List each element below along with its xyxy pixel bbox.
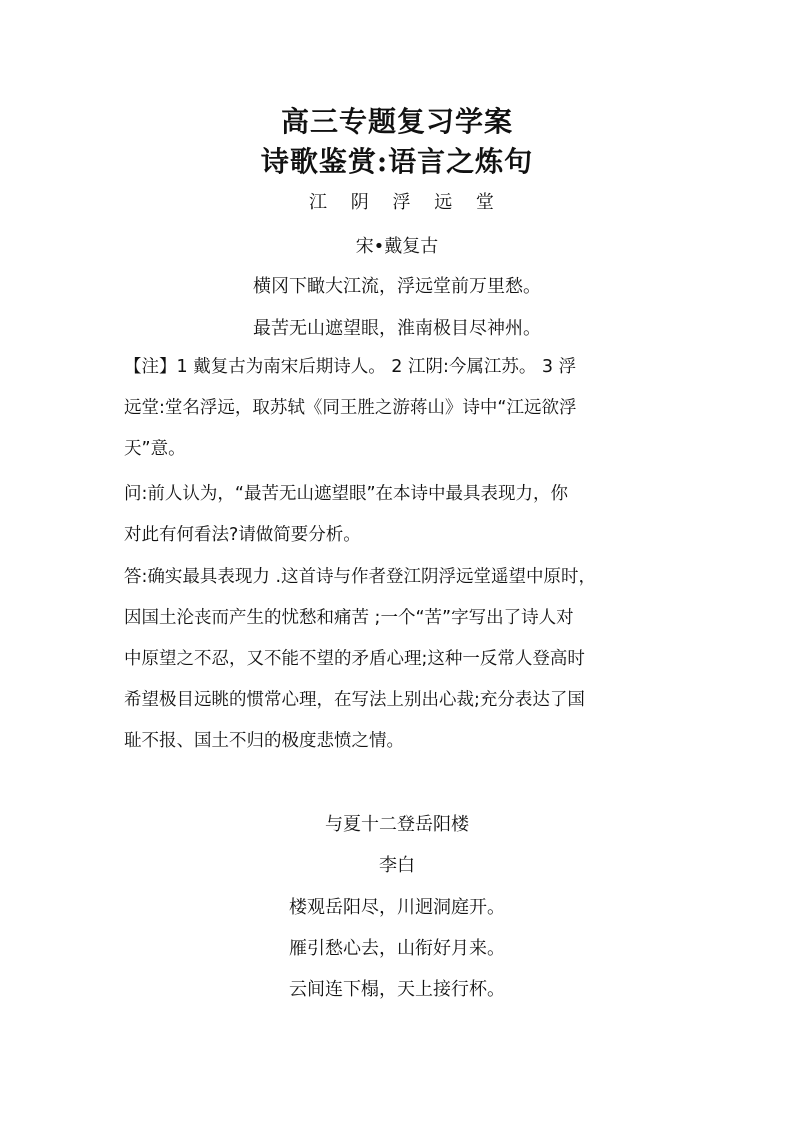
note-line: 【注】1 戴复古为南宋后期诗人。 2 江阴:今属江苏。 3 浮 <box>124 357 577 377</box>
note-line: 天”意。 <box>124 439 186 459</box>
question-line: 对此有何看法?请做简要分析。 <box>124 525 361 545</box>
poem1-line: 最苦无山遮望眼，淮南极目尽神州。 <box>253 318 541 339</box>
answer-line: 因国土沦丧而产生的忧愁和痛苦 ;一个“苦”字写出了诗人对 <box>124 608 574 628</box>
poem2-line: 雁引愁心去，山衔好月来。 <box>289 938 505 959</box>
answer-line: 答:确实最具表现力 .这首诗与作者登江阴浮远堂遥望中原时， <box>124 567 597 587</box>
document-subtitle: 诗歌鉴赏:语言之炼句 <box>260 145 534 178</box>
answer-line: 耻不报、国土不归的极度悲愤之情。 <box>124 731 404 751</box>
answer-line: 希望极目远眺的惯常心理，在写法上别出心裁;充分表达了国 <box>124 690 585 710</box>
question-line: 问:前人认为，“最苦无山遮望眼”在本诗中最具表现力，你 <box>124 484 569 504</box>
note-line: 远堂:堂名浮远，取苏轼《同王胜之游蒋山》诗中“江远欲浮 <box>124 398 577 418</box>
poem2-line: 云间连下榻，天上接行杯。 <box>289 979 505 1000</box>
document-title: 高三专题复习学案 <box>280 105 513 138</box>
poem2-title: 与夏十二登岳阳楼 <box>325 814 469 835</box>
poem1-line: 横冈下瞰大江流，浮远堂前万里愁。 <box>253 276 541 297</box>
poem2-author: 李白 <box>379 855 415 876</box>
poem1-title: 江 阴 浮 远 堂 <box>309 192 503 213</box>
answer-line: 中原望之不忍，又不能不望的矛盾心理;这种一反常人登高时 <box>124 649 585 669</box>
poem1-author: 宋•戴复古 <box>355 236 439 257</box>
poem2-line: 楼观岳阳尽，川迥洞庭开。 <box>289 897 505 918</box>
